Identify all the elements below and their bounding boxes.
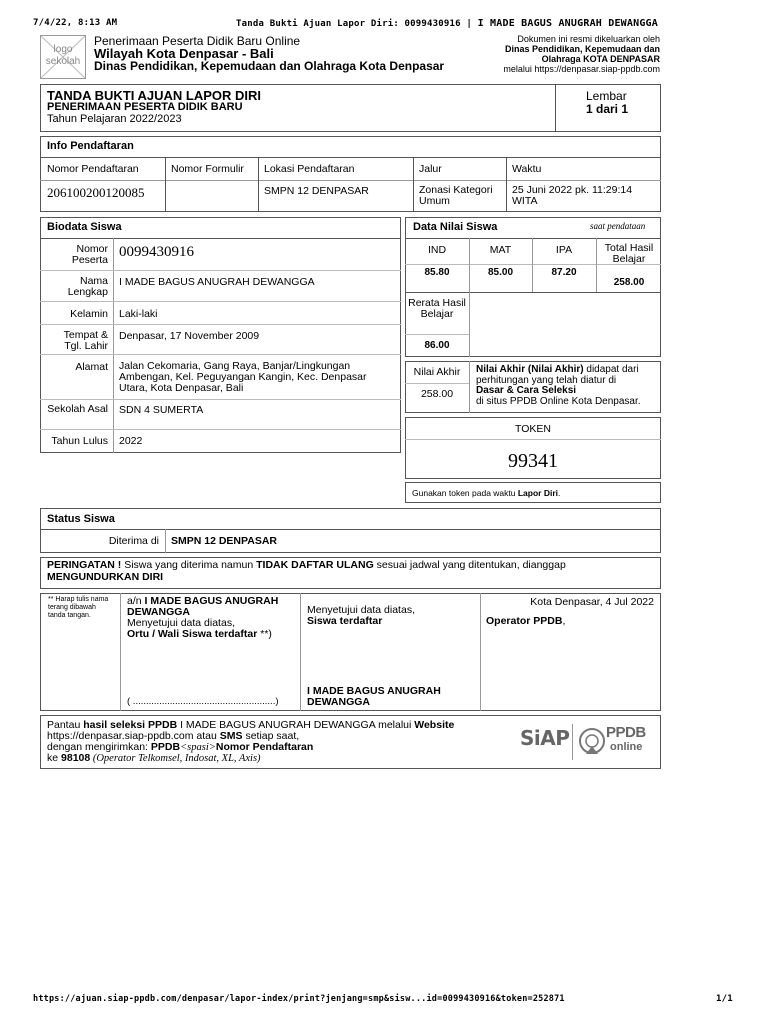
nama: I MADE BAGUS ANUGRAH DEWANGGA (119, 276, 315, 288)
alamat: Jalan Cekomaria, Gang Raya, Banjar/Lingkungan Ambengan, Kel. Peguyangan Kangin, Kec. Denpasar Utara, Kota Denpasar, Bali (119, 360, 367, 394)
warning-bold1: TIDAK DAFTAR ULANG (256, 559, 374, 571)
footer-line3c: <spasi> (180, 742, 216, 753)
logo-text-line1: logo (53, 44, 73, 55)
school-logo (40, 35, 86, 79)
warning-text (47, 559, 652, 583)
nilai-heading: Data Nilai Siswa (413, 221, 498, 233)
nilai-akhir-label: Nilai Akhir (413, 366, 461, 378)
footer-line3b: PPDB (150, 741, 181, 753)
rerata-label: Rerata Hasil Belajar (408, 297, 466, 320)
header-issuer-1: Dokumen ini resmi dikeluarkan oleh (517, 34, 660, 44)
header-issuer-3: Olahraga KOTA DENPASAR (541, 54, 660, 64)
footer-info-text (47, 720, 507, 764)
nilai-note: saat pendataan (590, 221, 646, 231)
nilai-akhir-vline (469, 361, 470, 413)
sign-an-prefix: a/n (127, 595, 145, 607)
nilai-ipa: 87.20 (551, 267, 577, 278)
token-note-suffix: . (558, 488, 561, 498)
print-url: https://ajuan.siap-ppdb.com/denpasar/lapor-index/print?jenjang=smp&sisw...id=0099430916&token=252871 (33, 994, 565, 1004)
print-datetime: 7/4/22, 8:13 AM (33, 18, 118, 28)
token-sep (405, 439, 661, 440)
sign-operator (486, 615, 565, 627)
nilai-hline-head (405, 238, 661, 239)
sheet-label: Lembar (586, 89, 627, 103)
info-header-nomor: Nomor Pendaftaran (47, 163, 139, 175)
sign-an-name: I MADE BAGUS ANUGRAH DEWANGGA (127, 595, 279, 618)
nilai-sep3 (405, 334, 469, 335)
biodata-heading: Biodata Siswa (47, 221, 122, 233)
ppdb-online-logo (578, 722, 658, 762)
footer-line3d: Nomor Pendaftaran (215, 741, 314, 753)
logo-text-line2: sekolah (45, 56, 81, 67)
nilai-akhir-desc-1: didapat dari perhitungan yang telah diatur di (476, 364, 639, 386)
sign-vline3 (480, 593, 481, 711)
footer-line2a: https://denpasar.siap-ppdb.com atau (47, 730, 220, 742)
lokasi-pendaftaran: SMPN 12 DENPASAR (264, 185, 369, 197)
print-title-name: I MADE BAGUS ANUGRAH DEWANGGA (477, 18, 658, 29)
sign-vline2 (300, 593, 301, 711)
header-issuer-4: melalui https://denpasar.siap-ppdb.com (503, 64, 660, 74)
doc-subtitle: PENERIMAAN PESERTA DIDIK BARU (47, 101, 243, 113)
info-header-formulir: Nomor Formulir (171, 163, 244, 175)
header-line3: Dinas Pendidikan, Kepemudaan dan Olahraga Kota Denpasar (94, 59, 445, 73)
nilai-ind: 85.80 (424, 267, 450, 278)
sign-ortu-label: Ortu / Wali Siswa terdaftar (127, 628, 258, 640)
nilai-akhir-desc-2: di situs PPDB Online Kota Denpasar. (476, 395, 641, 407)
warning-text2: sesuai jadwal yang ditentukan, dianggap (373, 559, 566, 571)
info-header-jalur: Jalur (419, 163, 442, 175)
logo-divider (572, 724, 573, 760)
biodata-sep5 (40, 399, 401, 400)
doc-year: Tahun Pelajaran 2022/2023 (47, 113, 182, 125)
print-page: 1/1 (716, 994, 733, 1004)
token-note-prefix: Gunakan token pada waktu (412, 488, 518, 498)
nilai-sep2 (405, 292, 661, 293)
ttl-label: Tempat & Tgl. Lahir (63, 329, 108, 352)
sign-student-name: I MADE BAGUS ANUGRAH DEWANGGA (307, 685, 441, 708)
sign-parent-agree: Menyetujui data diatas, (127, 617, 235, 629)
info-vline2 (258, 157, 259, 212)
info-vline4 (506, 157, 507, 212)
nilai-header-ipa: IPA (555, 244, 573, 256)
sign-parent-dots: ( ......................................................) (127, 696, 279, 707)
kelamin: Laki-laki (119, 308, 158, 320)
siap-logo-text: SiAP (520, 726, 570, 750)
tahun-lulus: 2022 (119, 435, 143, 447)
nilai-vline3 (596, 238, 597, 292)
print-title (236, 18, 658, 29)
info-vline1 (165, 157, 166, 212)
sign-place-date: Kota Denpasar, 4 Jul 2022 (530, 596, 654, 608)
nomor-pendaftaran: 206100200120085 (47, 185, 145, 200)
warning-text1: Siswa yang diterima namun (121, 559, 257, 571)
footer-b1: hasil seleksi PPDB (83, 719, 178, 731)
footer-t2: I MADE BAGUS ANUGRAH DEWANGGA melalui (177, 719, 415, 731)
token-note-bold: Lapor Diri (517, 488, 559, 498)
token-value: 99341 (508, 450, 558, 472)
nilai-akhir-value: 258.00 (420, 388, 454, 400)
biodata-sep1 (40, 270, 401, 271)
diterima-value: SMPN 12 DENPASAR (171, 535, 277, 547)
print-title-prefix: Tanda Bukti Ajuan Lapor Diri: 0099430916 | (236, 19, 478, 29)
siap-logo (520, 726, 569, 750)
nilai-akhir-desc-bold2: Dasar & Cara Seleksi (476, 385, 577, 396)
sekolah-label: Sekolah Asal (47, 403, 108, 415)
footer-line2b: SMS (219, 730, 243, 742)
nilai-mat: 85.00 (487, 267, 514, 278)
diterima-label: Diterima di (108, 535, 159, 547)
header-issuer (440, 34, 660, 74)
biodata-sep6 (40, 429, 401, 430)
sign-ortu-suffix: **) (257, 628, 272, 640)
nilai-total: 258.00 (613, 277, 645, 288)
alamat-label: Alamat (75, 361, 108, 373)
sign-vline1 (120, 593, 121, 711)
footer-line3a: dengan mengirimkan: (47, 741, 151, 753)
footer-line4a: ke (47, 752, 62, 764)
sheet-value: 1 dari 1 (586, 102, 629, 116)
rerata-value: 86.00 (424, 340, 450, 351)
info-vline3 (413, 157, 414, 212)
biodata-sep4 (40, 354, 401, 355)
waktu: 25 Juni 2022 pk. 11:29:14 WITA (512, 184, 633, 207)
sign-student-agree: Menyetujui data diatas, (307, 604, 415, 616)
info-header-waktu: Waktu (512, 163, 542, 175)
kelamin-label: Kelamin (70, 308, 108, 320)
nilai-akhir-desc (476, 365, 658, 407)
sign-operator-suffix: , (562, 615, 566, 627)
status-hline (40, 529, 661, 530)
header-line1: Penerimaan Peserta Didik Baru Online (94, 34, 301, 48)
footer-b2: Website (414, 719, 455, 731)
ppdb-logo-top: PPDB (606, 724, 646, 741)
footer-line2c: setiap saat, (242, 730, 300, 742)
sign-note: ** Harap tulis nama terang dibawah tanda tangan. (48, 596, 109, 619)
footer-t1: Pantau (47, 719, 84, 731)
nilai-header-ind: IND (427, 244, 447, 256)
nilai-akhir-sep (405, 383, 469, 384)
warning-label: PERINGATAN ! (47, 559, 122, 571)
nilai-akhir-desc-bold: Nilai Akhir (Nilai Akhir) (476, 364, 584, 375)
nilai-header-mat: MAT (489, 244, 512, 256)
info-hline1 (40, 157, 661, 158)
ppdb-logo-bottom: online (610, 741, 643, 753)
title-divider (555, 84, 556, 132)
nama-label: Nama Lengkap (67, 275, 108, 298)
token-note (412, 488, 560, 498)
nilai-header-total: Total Hasil Belajar (604, 242, 654, 265)
info-hline2 (40, 180, 661, 181)
lulus-label: Tahun Lulus (51, 435, 108, 447)
nomor-peserta: 0099430916 (119, 244, 194, 260)
status-vline (165, 529, 166, 553)
ttl: Denpasar, 17 November 2009 (119, 330, 260, 342)
header-line2: Wilayah Kota Denpasar - Bali (94, 46, 274, 61)
ppdb-emblem-icon (578, 724, 606, 758)
biodata-hline-head (40, 238, 401, 239)
sign-operator-label: Operator PPDB (486, 615, 563, 627)
nomor-peserta-label: Nomor Peserta (71, 243, 108, 266)
doc-title: TANDA BUKTI AJUAN LAPOR DIRI (47, 88, 262, 103)
warning-bold2: MENGUNDURKAN DIRI (47, 571, 164, 583)
sign-parent-block (127, 596, 295, 640)
biodata-sep2 (40, 301, 401, 302)
biodata-sep3 (40, 324, 401, 325)
footer-line4b: 98108 (61, 752, 91, 764)
token-label: TOKEN (515, 423, 551, 435)
status-heading: Status Siswa (47, 513, 115, 525)
sign-student-label: Siswa terdaftar (307, 615, 383, 627)
header-issuer-2: Dinas Pendidikan, Kepemudaan dan (504, 44, 660, 54)
info-header-lokasi: Lokasi Pendaftaran (264, 163, 355, 175)
footer-line4c: (Operator Telkomsel, Indosat, XL, Axis) (90, 753, 261, 764)
logo-text (41, 44, 85, 68)
info-heading: Info Pendaftaran (47, 140, 134, 152)
jalur: Zonasi Kategori Umum (419, 184, 493, 207)
sign-student-block (307, 605, 415, 627)
sekolah-asal: SDN 4 SUMERTA (119, 404, 204, 416)
